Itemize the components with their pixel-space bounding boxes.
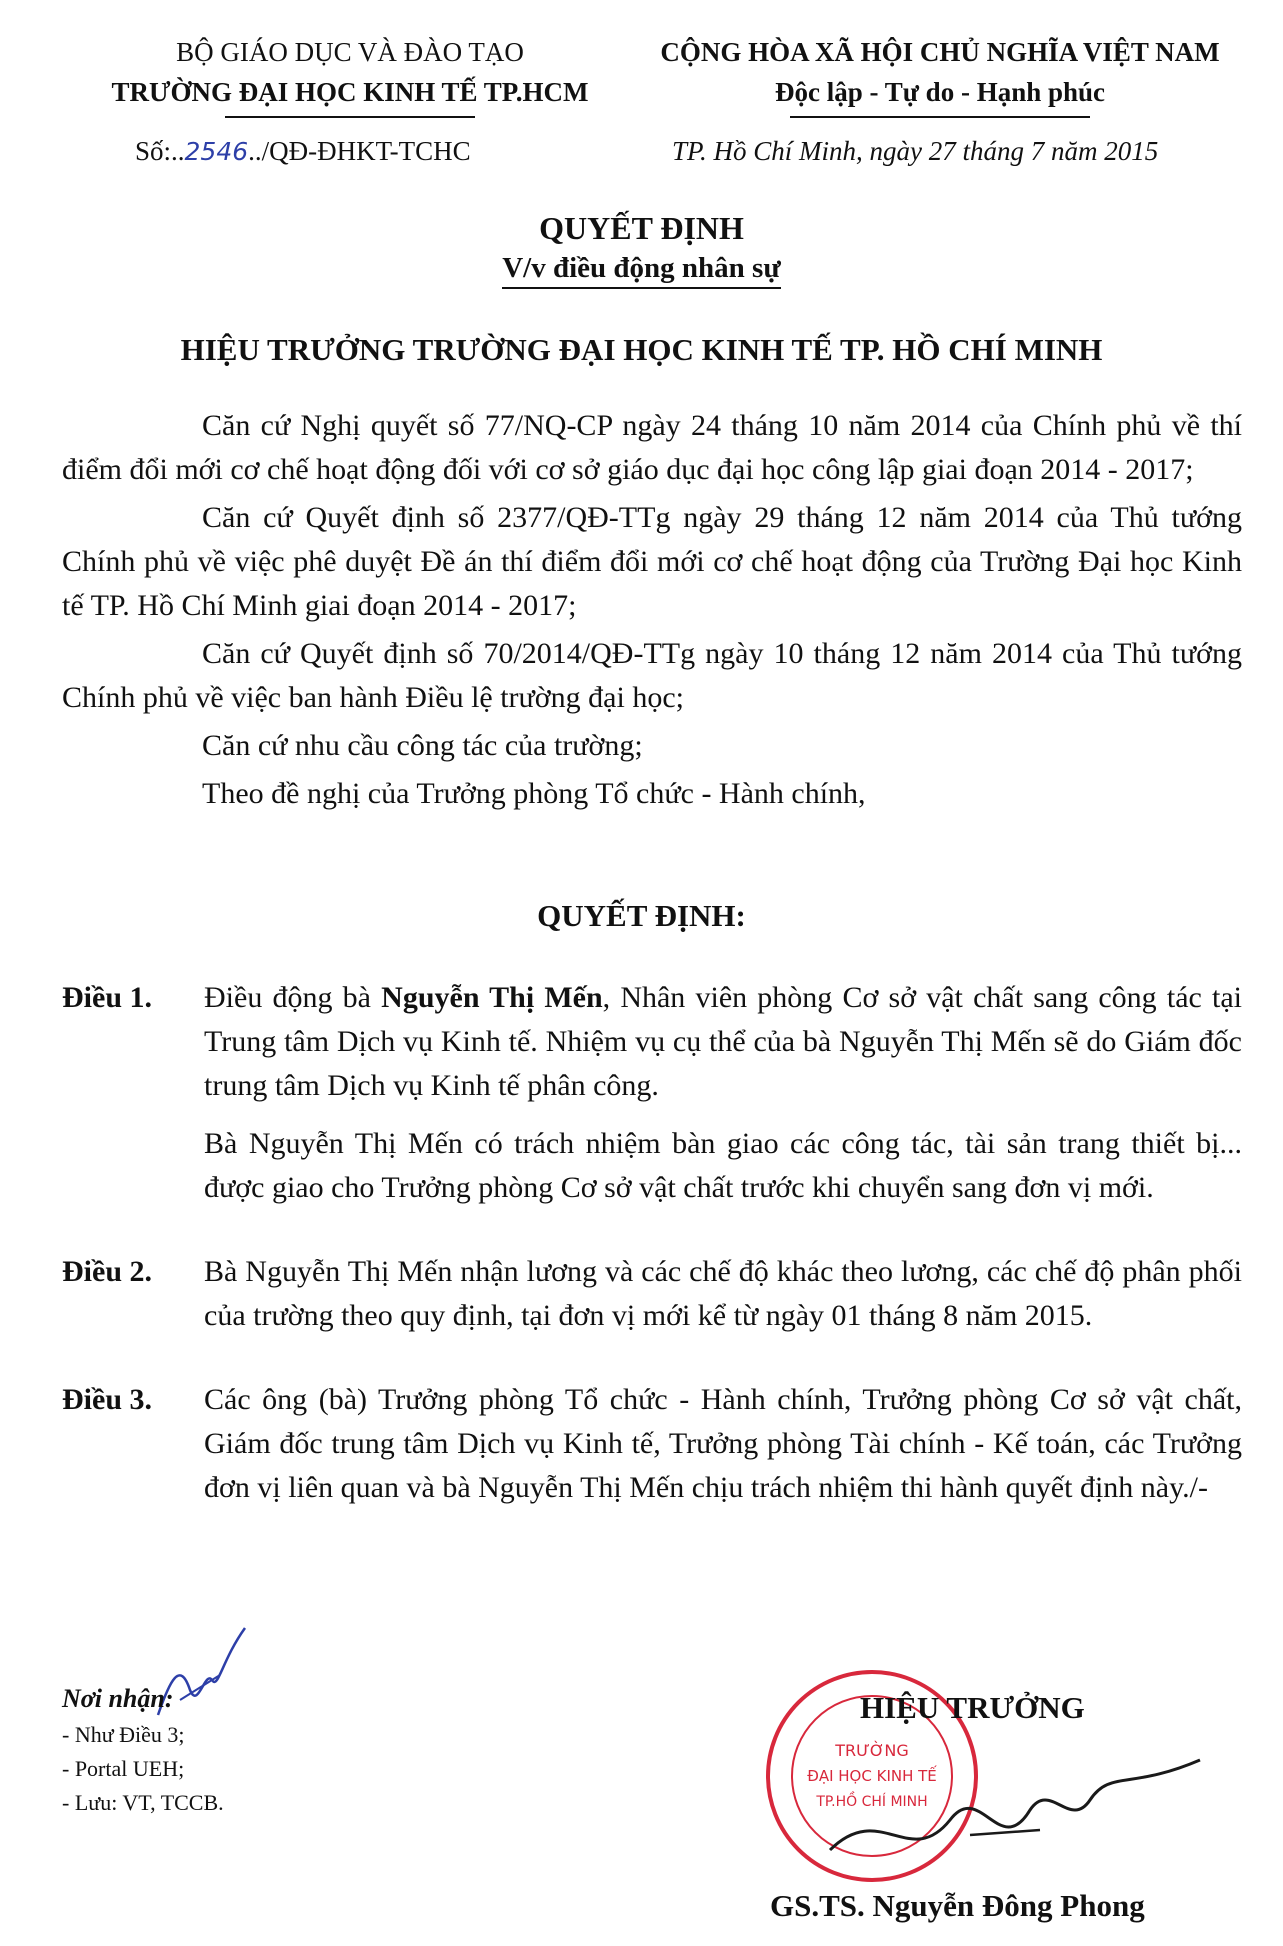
ministry-name: BỘ GIÁO DỤC VÀ ĐÀO TẠO <box>176 37 524 67</box>
document-number <box>135 136 471 167</box>
legal-basis <box>62 404 1242 820</box>
recipients-heading: Nơi nhận: <box>62 1684 174 1713</box>
doc-number-handwritten: 2546 <box>184 137 249 166</box>
national-motto-block <box>640 32 1240 118</box>
article-2 <box>62 1250 1242 1352</box>
document-subtitle <box>0 252 1283 289</box>
signer-title: HIỆU TRƯỞNG <box>860 1690 1085 1725</box>
svg-text:TRƯỜNG: TRƯỜNG <box>835 1741 909 1760</box>
recipient-item: - Như Điều 3; <box>62 1722 185 1747</box>
doc-number-suffix: ../QĐ-ĐHKT-TCHC <box>248 136 471 166</box>
issuing-authority: HIỆU TRƯỞNG TRƯỜNG ĐẠI HỌC KINH TẾ TP. HỒ CHÍ MINH <box>180 332 1103 367</box>
issuer-block <box>40 32 660 118</box>
decision-heading: QUYẾT ĐỊNH: <box>537 898 746 933</box>
university-name: TRƯỜNG ĐẠI HỌC KINH TẾ TP.HCM <box>111 77 589 107</box>
article-label: Điều 3. <box>62 1383 152 1416</box>
article-paragraph: Bà Nguyễn Thị Mến nhận lương và các chế độ khác theo lương, các chế độ phân phối của trường theo quy định, tại đơn vị mới kể từ ngày 01 tháng 8 năm 2015. <box>204 1255 1242 1332</box>
document-title: QUYẾT ĐỊNH <box>539 210 744 246</box>
handwritten-signature <box>820 1740 1220 1890</box>
basis-paragraph: Căn cứ nhu cầu công tác của trường; <box>202 729 643 762</box>
article-paragraph: Các ông (bà) Trưởng phòng Tổ chức - Hành chính, Trưởng phòng Cơ sở vật chất, Giám đốc trung tâm Dịch vụ Kinh tế, Trưởng phòng Tài chính - Kế toán, các Trưởng đơn vị liên quan và bà Nguyễn Thị Mến chịu trách nhiệm thi hành quyết định này./- <box>204 1383 1242 1504</box>
article-body <box>204 1378 1242 1524</box>
article-body <box>204 976 1242 1224</box>
article-paragraph: Bà Nguyễn Thị Mến có trách nhiệm bàn giao các công tác, tài sản trang thiết bị... được giao cho Trưởng phòng Cơ sở vật chất trước khi chuyển sang đơn vị mới. <box>204 1127 1242 1204</box>
nation-name: CỘNG HÒA XÃ HỘI CHỦ NGHĨA VIỆT NAM <box>660 37 1220 67</box>
recipients-block <box>62 1682 224 1820</box>
motto-underline <box>790 116 1090 118</box>
articles <box>62 976 1242 1550</box>
basis-paragraph: Theo đề nghị của Trưởng phòng Tổ chức - Hành chính, <box>202 777 866 810</box>
subtitle-text: V/v điều động nhân sự <box>502 252 781 289</box>
svg-text:ĐẠI HỌC KINH TẾ: ĐẠI HỌC KINH TẾ <box>807 1767 937 1785</box>
place-date: TP. Hồ Chí Minh, ngày 27 tháng 7 năm 2015 <box>672 136 1159 166</box>
basis-paragraph: Căn cứ Quyết định số 70/2014/QĐ-TTg ngày 10 tháng 12 năm 2014 của Thủ tướng Chính phủ về việc ban hành Điều lệ trường đại học; <box>62 637 1242 714</box>
issuer-underline <box>225 116 475 118</box>
signer-name: GS.TS. Nguyễn Đông Phong <box>770 1888 1145 1923</box>
article-paragraph <box>204 976 1242 1108</box>
recipient-item: - Portal UEH; <box>62 1756 185 1781</box>
article-body <box>204 1250 1242 1352</box>
doc-number-prefix: Số:.. <box>135 136 185 166</box>
article-label: Điều 2. <box>62 1255 152 1288</box>
employee-name: Nguyễn Thị Mến <box>381 981 603 1014</box>
text-run: Điều động bà <box>204 981 382 1014</box>
recipient-item: - Lưu: VT, TCCB. <box>62 1790 224 1815</box>
svg-text:TP.HỒ CHÍ MINH: TP.HỒ CHÍ MINH <box>816 1794 928 1810</box>
text-run: , Nhân viên phòng Cơ sở vật chất sang công tác tại Trung tâm Dịch vụ Kinh tế. Nhiệm vụ cụ thể của bà Nguyễn Thị Mến sẽ do Giám đốc trung tâm Dịch vụ Kinh tế phân công. <box>204 981 1242 1102</box>
article-3 <box>62 1378 1242 1524</box>
basis-paragraph: Căn cứ Quyết định số 2377/QĐ-TTg ngày 29 tháng 12 năm 2014 của Thủ tướng Chính phủ về việc phê duyệt Đề án thí điểm đổi mới cơ chế hoạt động của Trường Đại học Kinh tế TP. Hồ Chí Minh giai đoạn 2014 - 2017; <box>62 501 1242 622</box>
basis-paragraph: Căn cứ Nghị quyết số 77/NQ-CP ngày 24 tháng 10 năm 2014 của Chính phủ về thí điểm đổi mới cơ chế hoạt động đối với cơ sở giáo dục đại học công lập giai đoạn 2014 - 2017; <box>62 409 1242 486</box>
article-label: Điều 1. <box>62 981 152 1014</box>
article-1 <box>62 976 1242 1224</box>
national-motto: Độc lập - Tự do - Hạnh phúc <box>774 77 1106 107</box>
